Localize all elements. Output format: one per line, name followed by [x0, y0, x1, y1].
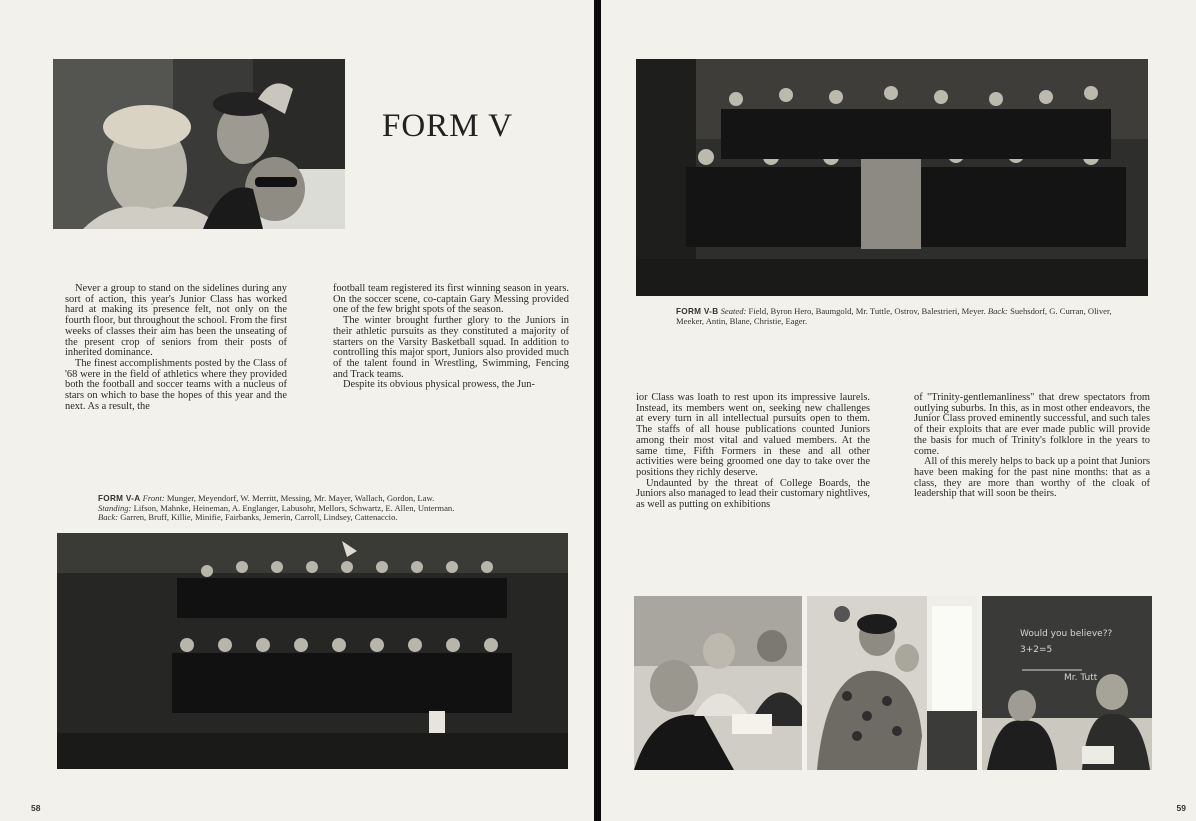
right-page: [601, 0, 1196, 821]
students-reading-photo: [634, 596, 802, 770]
paragraph: The winter brought further glory to the Juniors in their athletic pursuits as they constituted a majority of starters on the Varsity Basketball squad. In addition to controlling this major sport, Juniors also provided much of the talent found in Wrestling, Swimming, Fencing and Track teams.: [333, 315, 569, 380]
paragraph: Undaunted by the threat of College Boards, the Juniors also managed to lead their customary nightlives, as well as putting on exhibitions: [636, 477, 870, 511]
student-at-radiator-photo: [807, 596, 977, 770]
chalkboard-classroom-photo: [982, 596, 1152, 770]
form-va-group-photo: [57, 533, 568, 769]
paragraph: football team registered its first winning season in years. On the soccer scene, co-captain Gary Messing provided one of the few bright spots of the season.: [333, 283, 569, 316]
paragraph: The finest accomplishments posted by the Class of '68 were in the field of athletics where they provided both the football and soccer teams with a nucleus of stars on which to base the hopes of this year and the next. As a result, the: [65, 357, 287, 412]
chalkboard-line-1: Would you believe??: [1020, 629, 1113, 639]
paragraph: ior Class was loath to rest upon its impressive laurels. Instead, its members went on, seeking new challenges at every turn in all intellectual pursuits open to them. The staffs of all house publications counted Juniors among their most vital and valued members. At the same time, Fifth Formers in these and all other activities were being groomed one day to take over the positions they richly deserve.: [636, 392, 870, 478]
paragraph: of "Trinity-gentlemanliness" that drew spectators from outlying suburbs. In this, as in most other endeavors, the Junior Class proved eminently successful, and such tales of their exploits that are ever made public will provide the basis for much of Trinity's folklore in the years to come.: [914, 392, 1150, 457]
form-vb-group-photo: [636, 59, 1148, 296]
left-page: [0, 0, 594, 821]
body-column-2: [333, 284, 569, 391]
body-column-3: [636, 393, 870, 511]
page-number: 59: [1176, 803, 1186, 813]
chalkboard-line-3: Mr. Tutt: [1064, 673, 1098, 683]
page-title: FORM V: [382, 108, 514, 144]
spread-gutter: [594, 0, 601, 821]
form-va-caption: FORM V-A Front: Munger, Meyendorf, W. Merritt, Messing, Mr. Mayer, Wallach, Gordon, Law. Standing: Lifson, Mahnke, Heineman, A. Englanger, Labusohr, Mellors, Schwartz, E. Allen, Unterman. Back: Garren, Bruff, Killie, Minifie, Fairbanks, Jemerin, Carroll, Lindsey, Cattenaccio.: [98, 493, 455, 523]
body-column-1: [65, 284, 287, 412]
form-vb-caption: FORM V-B Seated: Field, Byron Hero, Baumgold, Mr. Tuttle, Ostrov, Balestrieri, Meyer. Back: Suehsdorf, G. Curran, Oliver, Meeker, Antin, Blane, Christie, Eager.: [676, 306, 1112, 326]
page-number: 58: [31, 803, 41, 813]
paragraph: Never a group to stand on the sidelines during any sort of action, this year's Junior Class has worked hard at making its presence felt, not only on the fourth floor, but throughout the school. From the first weeks of classes their aim has been the unseating of the present crop of seniors from their posts of inherited dominance.: [65, 283, 287, 359]
body-column-4: [914, 393, 1150, 500]
paragraph: Despite its obvious physical prowess, the Jun-: [343, 379, 535, 391]
chalkboard-line-2: 3+2=5: [1020, 645, 1053, 655]
paragraph: All of this merely helps to back up a point that Juniors have been making for the past nine months: that as a class, they are more than worthy of the cloak of leadership that will soon be theirs.: [914, 456, 1150, 500]
boys-portrait-photo: [53, 59, 345, 229]
